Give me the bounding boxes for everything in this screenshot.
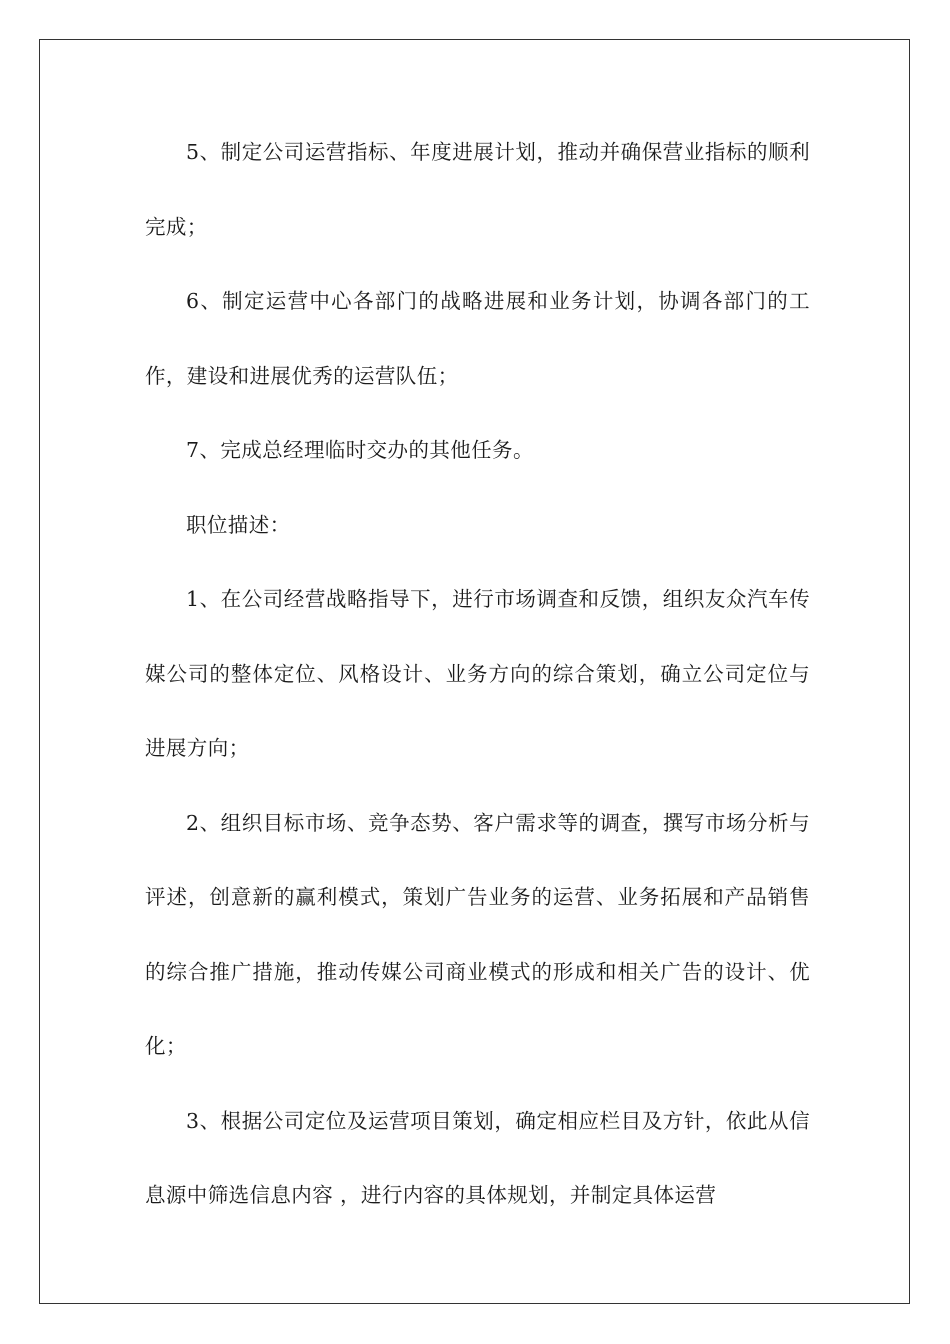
paragraph-item-7: 7、完成总经理临时交办的其他任务。 — [186, 438, 534, 462]
paragraph-item-3: 3、根据公司定位及运营项目策划，确定相应栏目及方针，依此从信息源中筛选信息内容 ，进行内容的具体规划，并制定具体运营 — [145, 1108, 810, 1207]
document-body — [145, 115, 810, 1233]
paragraph-item-6: 6、制定运营中心各部门的战略进展和业务计划，协调各部门的工作，建设和进展优秀的运营队伍； — [145, 289, 810, 388]
paragraph-item-1: 1、在公司经营战略指导下，进行市场调查和反馈，组织友众汽车传媒公司的整体定位、风格设计、业务方向的综合策划，确立公司定位与进展方向； — [145, 587, 810, 760]
paragraph-item-5: 5、制定公司运营指标、年度进展计划，推动并确保营业指标的顺利完成； — [145, 140, 810, 239]
section-heading-job-description: 职位描述： — [186, 512, 291, 537]
paragraph-item-2: 2、组织目标市场、竞争态势、客户需求等的调查，撰写市场分析与评述，创意新的赢利模式，策划广告业务的运营、业务拓展和产品销售的综合推广措施，推动传媒公司商业模式的形成和相关广告的设计、优化； — [145, 810, 810, 1058]
